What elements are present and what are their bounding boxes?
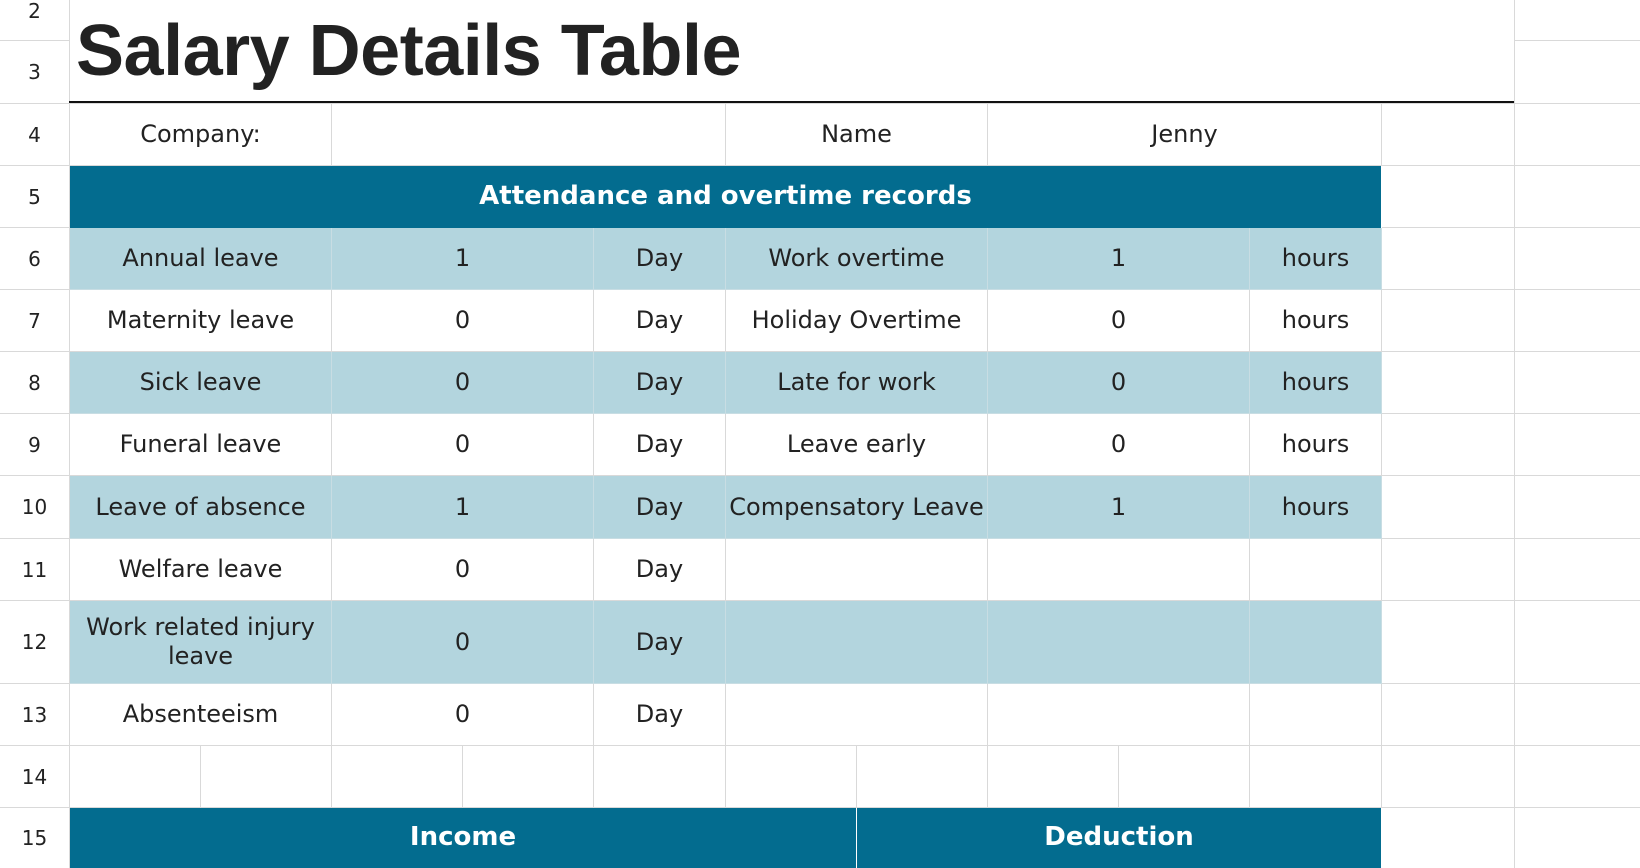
row-header-7[interactable]: 7 — [28, 308, 41, 333]
empty-cell[interactable] — [70, 746, 201, 808]
leave-value[interactable]: 0 — [332, 290, 594, 352]
overtime-value[interactable]: 0 — [988, 414, 1250, 476]
title-underline — [69, 101, 1514, 103]
leave-value[interactable]: 0 — [332, 539, 594, 601]
row-header-4[interactable]: 4 — [28, 122, 41, 147]
leave-label[interactable]: Work related injury leave — [70, 601, 332, 684]
name-value[interactable]: Jenny — [988, 104, 1382, 166]
row-header-8[interactable]: 8 — [28, 370, 41, 395]
sheet-title[interactable]: Salary Details Table — [76, 11, 741, 91]
overtime-value[interactable]: 0 — [988, 352, 1250, 414]
empty-cell[interactable] — [201, 746, 332, 808]
leave-unit[interactable]: Day — [594, 539, 726, 601]
overtime-label[interactable]: Compensatory Leave — [726, 476, 988, 539]
empty-cell[interactable] — [988, 539, 1250, 601]
leave-unit[interactable]: Day — [594, 290, 726, 352]
overtime-unit[interactable]: hours — [1250, 352, 1382, 414]
overtime-label[interactable]: Late for work — [726, 352, 988, 414]
company-value[interactable] — [332, 104, 726, 166]
row-header-15[interactable]: 15 — [21, 826, 48, 850]
empty-cell[interactable] — [1119, 746, 1250, 808]
leave-label[interactable]: Absenteeism — [70, 684, 332, 746]
empty-cell[interactable] — [594, 746, 726, 808]
leave-value[interactable]: 1 — [332, 476, 594, 539]
empty-cell[interactable] — [726, 601, 988, 684]
overtime-value[interactable]: 1 — [988, 228, 1250, 290]
empty-cell[interactable] — [726, 746, 857, 808]
overtime-unit[interactable]: hours — [1250, 290, 1382, 352]
leave-unit[interactable]: Day — [594, 684, 726, 746]
overtime-unit[interactable]: hours — [1250, 228, 1382, 290]
empty-cell[interactable] — [1250, 746, 1382, 808]
leave-value[interactable]: 0 — [332, 352, 594, 414]
overtime-value[interactable]: 1 — [988, 476, 1250, 539]
overtime-label[interactable]: Work overtime — [726, 228, 988, 290]
row-header-12[interactable]: 12 — [21, 630, 48, 654]
leave-unit[interactable]: Day — [594, 352, 726, 414]
overtime-unit[interactable]: hours — [1250, 414, 1382, 476]
row-header-9[interactable]: 9 — [28, 432, 41, 457]
empty-cell[interactable] — [988, 684, 1250, 746]
empty-cell[interactable] — [1250, 601, 1382, 684]
empty-cell[interactable] — [463, 746, 594, 808]
income-section-header[interactable]: Income — [70, 808, 857, 868]
leave-label[interactable]: Sick leave — [70, 352, 332, 414]
leave-label[interactable]: Maternity leave — [70, 290, 332, 352]
leave-unit[interactable]: Day — [594, 414, 726, 476]
leave-unit[interactable]: Day — [594, 476, 726, 539]
row-header-14[interactable]: 14 — [21, 764, 48, 789]
row-header-10[interactable]: 10 — [21, 495, 48, 519]
leave-unit[interactable]: Day — [594, 601, 726, 684]
empty-cell[interactable] — [988, 746, 1119, 808]
row-header-5[interactable]: 5 — [28, 184, 41, 209]
row-header-3[interactable]: 3 — [28, 60, 41, 84]
row-header-2[interactable]: 2 — [28, 0, 41, 23]
leave-label[interactable]: Annual leave — [70, 228, 332, 290]
overtime-label[interactable]: Holiday Overtime — [726, 290, 988, 352]
empty-cell[interactable] — [726, 539, 988, 601]
empty-cell[interactable] — [1250, 539, 1382, 601]
leave-unit[interactable]: Day — [594, 228, 726, 290]
overtime-label[interactable]: Leave early — [726, 414, 988, 476]
leave-value[interactable]: 0 — [332, 684, 594, 746]
name-label[interactable]: Name — [726, 104, 988, 166]
leave-value[interactable]: 0 — [332, 601, 594, 684]
deduction-section-header[interactable]: Deduction — [857, 808, 1382, 868]
empty-cell[interactable] — [726, 684, 988, 746]
empty-cell[interactable] — [332, 746, 463, 808]
column-divider — [1514, 0, 1515, 868]
row-header-6[interactable]: 6 — [28, 246, 41, 271]
leave-label[interactable]: Welfare leave — [70, 539, 332, 601]
empty-cell[interactable] — [857, 746, 988, 808]
company-label[interactable]: Company: — [70, 104, 332, 166]
overtime-value[interactable]: 0 — [988, 290, 1250, 352]
leave-value[interactable]: 1 — [332, 228, 594, 290]
leave-label[interactable]: Funeral leave — [70, 414, 332, 476]
leave-value[interactable]: 0 — [332, 414, 594, 476]
empty-cell[interactable] — [988, 601, 1250, 684]
attendance-section-header[interactable]: Attendance and overtime records — [70, 166, 1382, 228]
row-header-13[interactable]: 13 — [21, 702, 48, 727]
row-divider — [1514, 40, 1640, 41]
row-header-11[interactable]: 11 — [21, 557, 48, 582]
leave-label[interactable]: Leave of absence — [70, 476, 332, 539]
empty-cell[interactable] — [1250, 684, 1382, 746]
overtime-unit[interactable]: hours — [1250, 476, 1382, 539]
